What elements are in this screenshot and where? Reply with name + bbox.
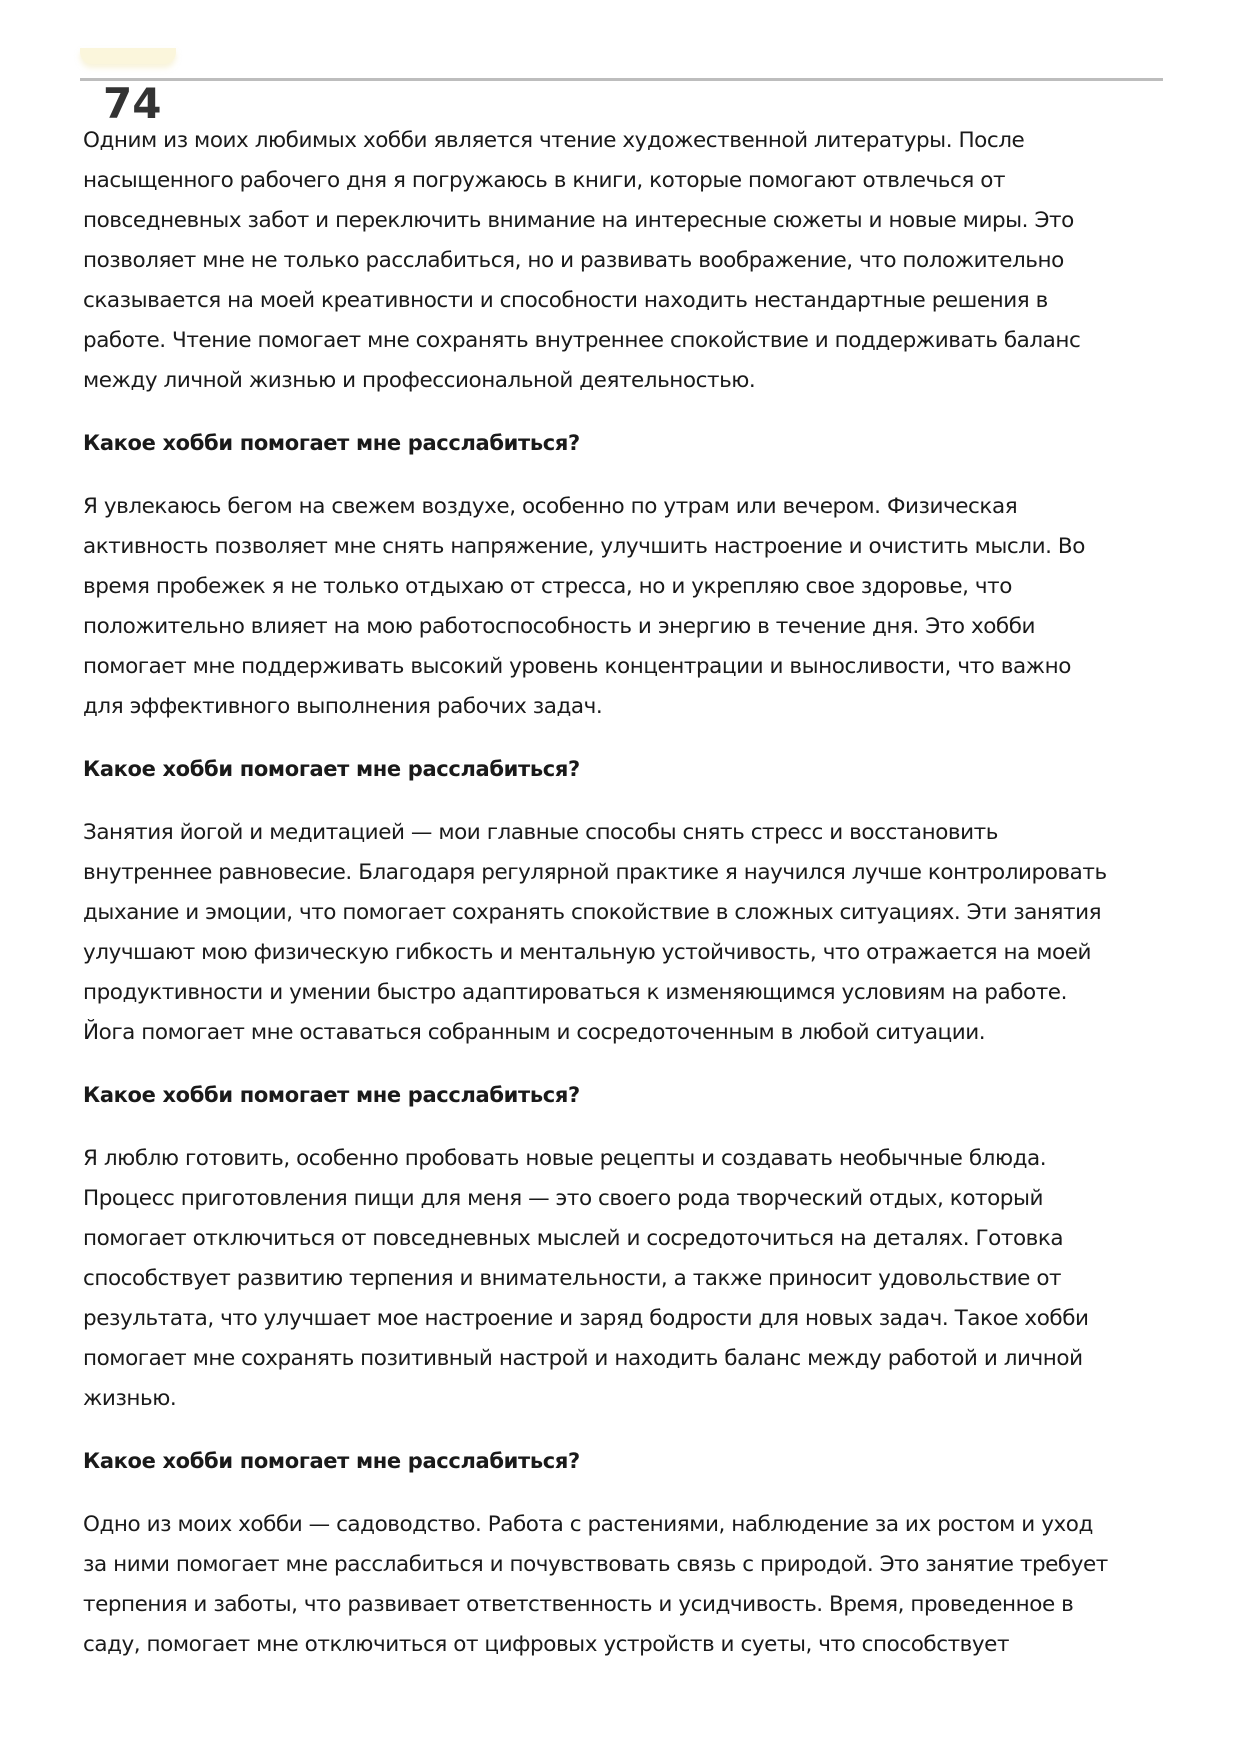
text-line: саду, помогает мне отключиться от цифровых устройств и суеты, что способствует <box>83 1632 1010 1657</box>
text-line: Процесс приготовления пищи для меня — это своего рода творческий отдых, который <box>83 1186 1044 1211</box>
paragraph-running <box>83 487 1173 727</box>
text-line: продуктивности и умении быстро адаптироваться к изменяющимся условиям на работе. <box>83 980 1067 1005</box>
text-line: работе. Чтение помогает мне сохранять внутреннее спокойствие и поддерживать баланс <box>83 328 1081 353</box>
text-line: дыхание и эмоции, что помогает сохранять спокойствие в сложных ситуациях. Эти занятия <box>83 900 1102 925</box>
page-tab-marker <box>80 48 176 64</box>
text-line: помогает мне сохранять позитивный настрой и находить баланс между работой и личной <box>83 1346 1083 1371</box>
text-line: Одним из моих любимых хобби является чтение художественной литературы. После <box>83 128 1025 153</box>
text-line: Занятия йогой и медитацией — мои главные способы снять стресс и восстановить <box>83 820 998 845</box>
text-line: улучшают мою физическую гибкость и ментальную устойчивость, что отражается на моей <box>83 940 1092 965</box>
text-line: Одно из моих хобби — садоводство. Работа с растениями, наблюдение за их ростом и уход <box>83 1512 1093 1537</box>
paragraph-gardening <box>83 1505 1173 1665</box>
text-line: Я увлекаюсь бегом на свежем воздухе, особенно по утрам или вечером. Физическая <box>83 494 1018 519</box>
paragraph-intro <box>83 121 1173 401</box>
text-line: положительно влияет на мою работоспособность и энергию в течение дня. Это хобби <box>83 614 1036 639</box>
text-line: терпения и заботы, что развивает ответственность и усидчивость. Время, проведенное в <box>83 1592 1074 1617</box>
text-line: за ними помогает мне расслабиться и почувствовать связь с природой. Это занятие требует <box>83 1552 1108 1577</box>
text-line: жизнью. <box>83 1386 177 1411</box>
section-heading: Какое хобби помогает мне расслабиться? <box>83 431 580 455</box>
section-heading: Какое хобби помогает мне расслабиться? <box>83 757 580 781</box>
section-heading: Какое хобби помогает мне расслабиться? <box>83 1083 580 1107</box>
text-line: помогает отключиться от повседневных мыслей и сосредоточиться на деталях. Готовка <box>83 1226 1064 1251</box>
text-line: насыщенного рабочего дня я погружаюсь в книги, которые помогают отвлечься от <box>83 168 1006 193</box>
paragraph-cooking <box>83 1139 1173 1419</box>
text-line: повседневных забот и переключить внимание на интересные сюжеты и новые миры. Это <box>83 208 1074 233</box>
text-line: результата, что улучшает мое настроение и заряд бодрости для новых задач. Такое хобби <box>83 1306 1089 1331</box>
text-line: сказывается на моей креативности и способности находить нестандартные решения в <box>83 288 1048 313</box>
text-line: помогает мне поддерживать высокий уровень концентрации и выносливости, что важно <box>83 654 1071 679</box>
text-line: внутреннее равновесие. Благодаря регулярной практике я научился лучше контролировать <box>83 860 1107 885</box>
text-line: позволяет мне не только расслабиться, но и развивать воображение, что положительно <box>83 248 1064 273</box>
text-line: между личной жизнью и профессиональной деятельностью. <box>83 368 756 393</box>
document-body <box>83 121 1173 1665</box>
section-heading: Какое хобби помогает мне расслабиться? <box>83 1449 580 1473</box>
page-number: 74 <box>103 79 162 128</box>
text-line: способствует развитию терпения и внимательности, а также приносит удовольствие от <box>83 1266 1062 1291</box>
header-rule <box>80 78 1163 81</box>
text-line: время пробежек я не только отдыхаю от стресса, но и укрепляю свое здоровье, что <box>83 574 1012 599</box>
text-line: для эффективного выполнения рабочих задач. <box>83 694 603 719</box>
text-line: Я люблю готовить, особенно пробовать новые рецепты и создавать необычные блюда. <box>83 1146 1047 1171</box>
paragraph-yoga <box>83 813 1173 1053</box>
text-line: Йога помогает мне оставаться собранным и сосредоточенным в любой ситуации. <box>83 1020 986 1045</box>
text-line: активность позволяет мне снять напряжение, улучшить настроение и очистить мысли. Во <box>83 534 1085 559</box>
